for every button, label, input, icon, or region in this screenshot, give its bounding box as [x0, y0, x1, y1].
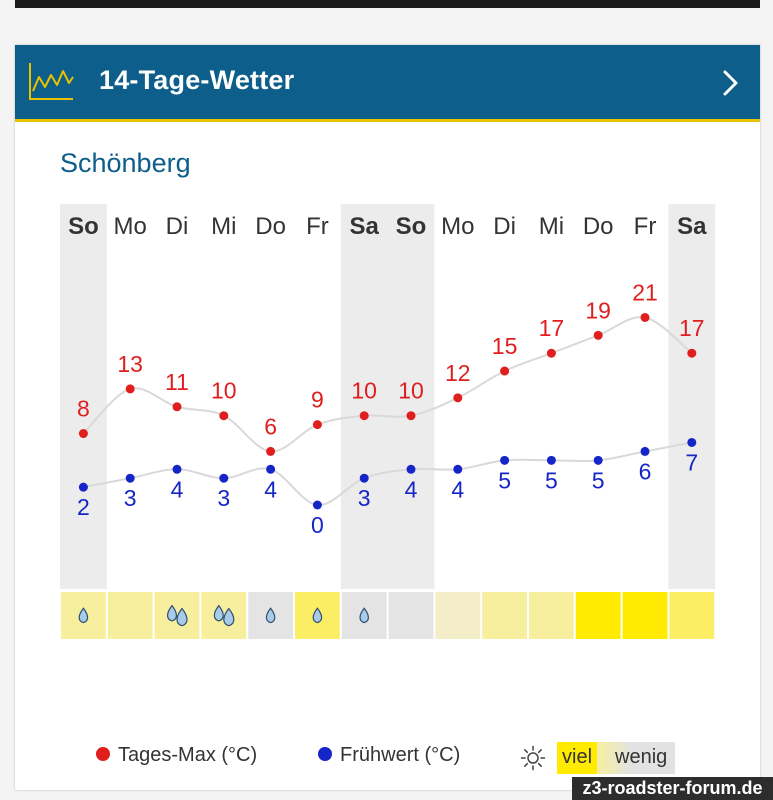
max-temp-point	[360, 411, 369, 420]
min-temp-point	[173, 465, 182, 474]
day-label: Fr	[306, 213, 329, 240]
sunshine-cell	[389, 592, 434, 639]
sunshine-cell	[576, 592, 621, 639]
min-temp-label: 5	[545, 467, 558, 494]
max-temp-label: 21	[632, 279, 658, 306]
legend-min	[318, 744, 460, 767]
min-temp-point	[126, 474, 135, 483]
min-temp-label: 3	[123, 485, 137, 512]
min-temp-label: 3	[357, 485, 371, 512]
legend-max	[96, 744, 257, 767]
day-label: Mo	[441, 213, 475, 240]
min-temp-point	[79, 483, 88, 492]
min-temp-label: 4	[264, 476, 277, 503]
max-temp-label: 8	[77, 395, 90, 422]
max-temp-point	[126, 384, 135, 393]
max-temp-point	[641, 313, 650, 322]
max-temp-point	[79, 429, 88, 438]
day-label: Mo	[113, 213, 147, 240]
min-temp-point	[594, 456, 603, 465]
min-temp-point	[687, 438, 696, 447]
sun-icon	[520, 745, 546, 771]
max-temp-point	[173, 402, 182, 411]
min-dot-icon	[318, 747, 332, 761]
location-title: Schönberg	[60, 148, 191, 178]
max-temp-label: 12	[445, 359, 471, 386]
min-temp-point	[547, 456, 556, 465]
sun-viel-label: viel	[562, 746, 593, 768]
max-temp-point	[687, 349, 696, 358]
min-temp-label: 2	[77, 494, 90, 521]
min-temp-label: 4	[451, 476, 465, 503]
sunshine-cell	[482, 592, 527, 639]
sunshine-cell	[529, 592, 574, 639]
max-temp-point	[313, 420, 322, 429]
sunshine-cell	[623, 592, 668, 639]
sunshine-cell	[108, 592, 153, 639]
max-temp-label: 13	[117, 350, 143, 377]
min-temp-label: 5	[591, 467, 605, 494]
watermark: z3-roadster-forum.de	[572, 777, 773, 800]
max-temp-point	[266, 447, 275, 456]
weekend-column	[668, 204, 715, 589]
max-temp-point	[547, 349, 556, 358]
max-temp-label: 10	[351, 377, 377, 404]
day-label: Do	[255, 213, 286, 240]
max-temp-label: 10	[398, 377, 424, 404]
max-temp-point	[407, 411, 416, 420]
legend-max-label: Tages-Max (°C)	[118, 744, 258, 766]
day-label: So	[395, 213, 427, 240]
min-temp-label: 0	[311, 512, 324, 538]
max-temp-label: 19	[585, 297, 611, 324]
max-temp-label: 9	[311, 386, 324, 413]
sunshine-cell	[435, 592, 480, 639]
day-label: Do	[582, 213, 614, 240]
day-label: Sa	[677, 213, 707, 240]
min-temp-point	[407, 465, 416, 474]
max-temp-label: 15	[491, 333, 518, 360]
sun-wenig-label: wenig	[615, 746, 668, 768]
min-temp-label: 7	[685, 449, 699, 476]
max-temp-label: 17	[538, 315, 565, 342]
day-label: Mi	[211, 213, 237, 240]
sunshine-cell	[669, 592, 714, 639]
min-temp-point	[453, 465, 462, 474]
day-label: Di	[493, 213, 516, 240]
min-temp-point	[219, 474, 228, 483]
min-temp-label: 5	[498, 467, 511, 494]
min-temp-label: 6	[638, 458, 652, 485]
max-temp-point	[453, 393, 462, 402]
day-label: Di	[165, 213, 189, 240]
min-temp-point	[360, 474, 369, 483]
legend-min-label: Frühwert (°C)	[340, 744, 461, 766]
min-temp-point	[266, 465, 275, 474]
min-temp-point	[641, 447, 650, 456]
max-temp-label: 11	[165, 368, 189, 395]
max-temp-point	[594, 331, 603, 340]
min-temp-point	[500, 456, 509, 465]
min-temp-label: 4	[404, 476, 418, 503]
max-dot-icon	[96, 747, 110, 761]
min-temp-point	[313, 501, 322, 510]
min-temp-label: 3	[217, 485, 231, 512]
max-temp-label: 6	[264, 413, 277, 440]
day-label: Mi	[538, 213, 565, 240]
max-temp-label: 17	[679, 315, 705, 342]
max-temp-point	[500, 367, 509, 376]
card-title: 14-Tage-Wetter	[99, 65, 295, 95]
day-label: So	[68, 213, 99, 240]
max-temp-label: 10	[211, 377, 237, 404]
min-temp-label: 4	[170, 476, 184, 503]
day-label: Sa	[349, 213, 379, 240]
sunshine-scale	[557, 742, 675, 774]
max-temp-point	[219, 411, 228, 420]
day-label: Fr	[633, 213, 657, 240]
